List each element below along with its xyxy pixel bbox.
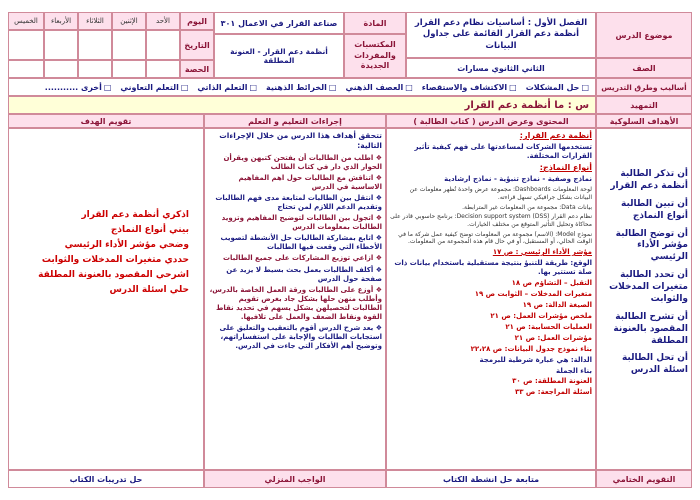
follow-up-text: متابعة حل انشطة الكتاب: [386, 470, 596, 488]
procedure-item: ❖ اتابع بمشاركة الطالبات حل الأنشطة لتصويب الأخطاء التي وقعت فيها الطالبات: [220, 234, 382, 252]
evaluation-item: حددي متغيرات المدخلات والثوابت: [41, 255, 189, 266]
procedure-item: ❖ بعد شرح الدرس أقوم بالتعقيب والتعليق على استجابات الطالبات والإجابة على استفساراتهم، وتوضيح أهم الأفكار التي جاءت في الدرس.: [219, 324, 382, 351]
topic-value: الفصل الأول : أساسيات نظام دعم القرار أنظمة دعم القرار القائمة على جداول البيانات: [406, 12, 596, 58]
content-line: العنونة المطلقة: ص ٣٠: [512, 377, 592, 386]
evaluation-item: اذكري أنظمة دعم القرار: [81, 210, 189, 220]
strategy-item: □الخرائط الذهنية: [266, 82, 337, 92]
procedure-item: ❖ انتقل بين الطالبات لمتابعة مدى فهم الطالبات وتقديم الدعم اللازم لمن تحتاج: [215, 193, 382, 211]
content-text: تستخدمها الشركات لمساعدتها على فهم كيفية تأثير القرارات المختلفة.: [414, 143, 592, 161]
content-text: الدالة: هي عبارة شرطية للبرمجة: [479, 355, 592, 364]
subject-value: صناعة القرار في الاعمال ٣٠١: [214, 12, 344, 34]
procedure-item: ❖ ازاعي توزيع المشاركات على جميع الطالبات: [222, 254, 382, 263]
homework-label: الواجب المنزلي: [204, 470, 386, 488]
objective-item: أن تذكر الطالبة أنظمة دعم القرار: [610, 169, 688, 191]
strategy-item: □التعلم التعاوني: [120, 82, 189, 92]
procedure-item: ❖ اتجول بين الطالبات لتوضيح المفاهيم وتزويد الطالبات بمعلومات الدرس: [221, 214, 382, 232]
day-wed: الأربعاء: [44, 12, 78, 30]
content-note: نموذج Model: (الاسم) مجموعة من المعلومات توضح كيفية عمل شركة ما في الوقت الحالي، أو المستقبل، أو في حال قام هذه المجموعة من المعلومات.: [398, 230, 592, 246]
final-eval-label: التقويم الختامي: [596, 470, 692, 488]
content-text: بناء الجملة: [556, 366, 592, 375]
content-line: أسئلة المراجعة: ص ٣٣: [514, 388, 592, 397]
content-text: نماذج وصفية - نماذج تنبؤية - نماذج ارشادية: [444, 175, 592, 184]
gains-label: المكتسبات والمفردات الجديدة: [344, 34, 406, 78]
evaluation-item: بيني أنواع النماذج: [110, 225, 189, 236]
strategies-list: [8, 78, 596, 96]
content-line: ملخص مؤشرات العمل: ص ٢١: [490, 311, 592, 320]
strategy-item: □الاكتشاف والاستقصاء: [421, 82, 517, 92]
content-line: التقبل – التشاؤم ص ١٨: [511, 278, 592, 287]
subject-label: المادة: [344, 12, 406, 34]
procedures-intro: تتحقق أهداف هذا الدرس من خلال الإجراءات التالية:: [219, 131, 382, 150]
content-column: [386, 128, 596, 470]
content-line: بناء نموذج جدول البيانات: ص ٢٢،٢٨: [470, 344, 592, 353]
period-cell: [146, 60, 180, 78]
objective-item: أن تبين الطالبة أنواع النماذج: [621, 198, 688, 221]
objective-item: أن تشرح الطالبة المقصود بالعنونة المطلقة: [613, 311, 688, 346]
period-label: الحصة: [180, 60, 214, 78]
evaluation-column: [8, 128, 204, 470]
date-cell: [146, 30, 180, 60]
content-line: مؤشرات العمل: ص ٢١: [514, 333, 592, 342]
strategy-item: □العصف الذهني: [345, 82, 413, 92]
col-procedures-header: إجراءات التعليم و التعلم: [204, 114, 386, 128]
date-cell: [8, 30, 44, 60]
content-text: الوقع: طريقة للتنبؤ بنتيجة مستقبلية باستخدام بيانات ذات صلة تستتير بها.: [394, 258, 592, 276]
content-note: نظام دعم القرار Decision support system (DSS): برنامج حاسوبي قادر على محاكاة وتحليل التأثير المتوقع من مختلف الخيارات.: [390, 213, 592, 229]
gains-value: أنظمة دعم القرار - العنونة المطلقة: [214, 34, 344, 78]
day-thu: الخميس: [8, 12, 44, 30]
period-cell: [8, 60, 44, 78]
date-cell: [44, 30, 78, 60]
content-line: الصيغة الدالة: ص ١٩: [522, 300, 592, 309]
grade-value: الثاني الثانوي مسارات: [406, 58, 596, 78]
grade-label: الصف: [596, 58, 692, 78]
content-heading: مؤشر الأداء الرئيسي : ص ١٧: [492, 248, 592, 257]
intro-label: التمهيد: [596, 96, 692, 114]
procedure-item: ❖ أوزع على الطالبات ورقة العمل الخاصة بالدرس، وأطلب منهن حلها بشكل جاد بغرض تقويم الطالبات لتحصيلهن بشكل يسهم في تحديد نقاط القوة ونقاط الضعف والعمل على تلافيها.: [209, 285, 382, 321]
day-sun: الأحد: [146, 12, 180, 30]
strategies-label: أساليب وطرق التدريس: [596, 78, 692, 96]
strategy-item: □حل المشكلات: [525, 82, 589, 92]
procedures-column: [204, 128, 386, 470]
day-label: اليوم: [180, 12, 214, 30]
topic-label: موضوع الدرس: [596, 12, 692, 58]
day-tue: الثلاثاء: [78, 12, 112, 30]
content-note: بيانات Data: مجموعة من المعلومات غير المترابطة.: [462, 203, 592, 211]
period-cell: [112, 60, 146, 78]
strategy-item: □التعلم الذاتي: [197, 82, 258, 92]
content-heading: أنظمة دعم القرار:: [519, 131, 592, 140]
col-objectives-header: الأهداف السلوكية: [596, 114, 692, 128]
procedure-item: ❖ أكلف الطالبات بعمل بحث بسيط لا يزيد عن صفحة حول الدرس: [226, 265, 382, 283]
col-content-header: المحتوى وعرض الدرس ( كتاب الطالبة ): [386, 114, 596, 128]
date-cell: [78, 30, 112, 60]
exercises-text: حل تدريبات الكتاب: [8, 470, 204, 488]
content-heading: أنواع النماذج:: [539, 163, 592, 173]
evaluation-item: حلي اسئلة الدرس: [109, 285, 189, 296]
evaluation-item: اشرحي المقصود بالعنونة المطلقة: [38, 270, 189, 281]
objective-item: أن تحدد الطالبة متغيرات المدخلات والثوابت: [609, 270, 688, 304]
objective-item: أن تحل الطالبة اسئلة الدرس: [621, 353, 688, 376]
date-cell: [112, 30, 146, 60]
period-cell: [44, 60, 78, 78]
procedure-item: ❖ اطلب من الطالبات أن يفتحن كتبهن ويقرأن الحوار الذي دار في كتاب الطالب: [223, 153, 382, 171]
date-label: التاريخ: [180, 30, 214, 60]
intro-question: س : ما أنظمة دعم القرار: [8, 96, 596, 114]
objective-item: أن توضح الطالبة مؤشر الأداء الرئيسي: [615, 228, 688, 263]
content-line: العمليات الحسابية: ص ٢١: [505, 322, 592, 331]
content-note: لوحة المعلومات Dashboards: مجموعة عرض واحدة تُظهر معلومات عن البيانات بشكل جرافيكي تسهل قراءته.: [409, 186, 592, 201]
strategy-item: □أخرى ...........: [44, 82, 112, 92]
content-line: متغيرات المدخلات – الثوابت ص ١٩: [474, 289, 592, 298]
day-mon: الإثنين: [112, 12, 146, 30]
procedure-item: ❖ اتناقش مع الطالبات حول اهم المفاهيم الاساسية في الدرس: [238, 173, 382, 191]
objectives-column: [596, 128, 692, 470]
evaluation-item: وضحي مؤشر الأداء الرئيسي: [64, 240, 189, 251]
period-cell: [78, 60, 112, 78]
col-evaluation-header: تقويم الهدف: [8, 114, 204, 128]
